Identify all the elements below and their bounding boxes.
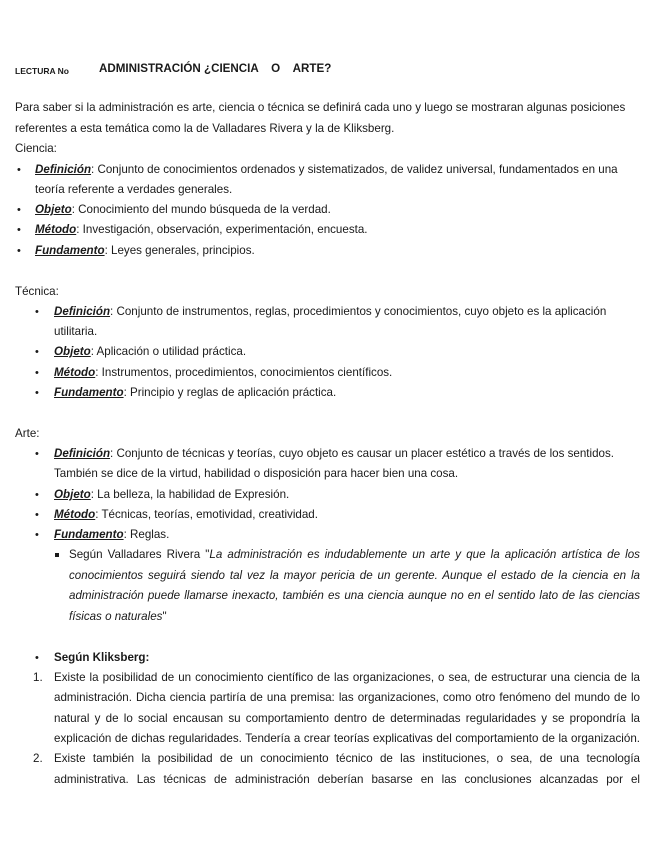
tecnica-objeto-text: : Aplicación o utilidad práctica.	[90, 345, 247, 358]
intro-line-2: referentes a esta temática como la de Valladares Rivera y la de Kliksberg.	[15, 122, 395, 135]
bullet-icon: •	[35, 448, 39, 460]
ciencia-heading: Ciencia:	[15, 142, 57, 155]
valladares-lead: Según Valladares Rivera "	[69, 548, 210, 561]
term-objeto: Objeto	[54, 488, 91, 501]
kliksberg-heading: Según Kliksberg:	[54, 651, 150, 664]
term-objeto: Objeto	[35, 203, 72, 216]
valladares-line-4	[69, 610, 167, 624]
term-definicion: Definición	[54, 447, 111, 460]
kliksberg-item1-line4: explicación de dichas regularidades. Tendería a crear teorías explicativas del comportamiento de la organización.	[54, 732, 640, 745]
arte-fundamento	[54, 528, 169, 542]
term-metodo: Método	[54, 508, 96, 521]
arte-metodo-text: : Técnicas, teorías, emotividad, creatividad.	[95, 508, 318, 521]
term-metodo: Método	[35, 223, 77, 236]
document-title: ADMINISTRACIÓN ¿CIENCIA O ARTE?	[99, 62, 332, 75]
bullet-icon: •	[35, 346, 39, 358]
kliksberg-item1-number: 1.	[33, 671, 43, 684]
bullet-icon: •	[35, 509, 39, 521]
arte-fundamento-text: : Reglas.	[123, 528, 170, 541]
lectura-label: LECTURA No	[15, 66, 69, 76]
ciencia-metodo	[35, 223, 368, 237]
valladares-quote-1: La administración es indudablemente un arte y que la aplicación artística de los	[209, 548, 640, 561]
tecnica-objeto	[54, 345, 246, 359]
arte-heading: Arte:	[15, 427, 40, 440]
arte-definicion	[54, 447, 614, 461]
ciencia-fundamento-text: : Leyes generales, principios.	[104, 244, 255, 257]
bullet-icon: •	[35, 489, 39, 501]
term-definicion: Definición	[54, 305, 111, 318]
arte-metodo	[54, 508, 318, 522]
bullet-icon: •	[35, 367, 39, 379]
ciencia-objeto	[35, 203, 331, 217]
ciencia-metodo-text: : Investigación, observación, experimentación, encuesta.	[76, 223, 368, 236]
bullet-icon: •	[17, 204, 21, 216]
term-fundamento: Fundamento	[35, 244, 105, 257]
term-metodo: Método	[54, 366, 96, 379]
kliksberg-item2-number: 2.	[33, 752, 43, 765]
ciencia-definicion	[35, 163, 618, 177]
tecnica-definicion-text: : Conjunto de instrumentos, reglas, procedimientos y conocimientos, cuyo objeto es la aplicación	[110, 305, 607, 318]
kliksberg-item2-line2: administrativa. Las técnicas de administración deberían basarse en las conclusiones alcanzadas por el	[54, 773, 640, 786]
square-bullet-icon	[55, 553, 59, 557]
intro-line-1: Para saber si la administración es arte, ciencia o técnica se definirá cada uno y luego se mostraran algunas posiciones	[15, 101, 626, 114]
bullet-icon: •	[17, 224, 21, 236]
term-definicion: Definición	[35, 163, 92, 176]
valladares-close-quote: "	[162, 610, 167, 623]
ciencia-fundamento	[35, 244, 255, 258]
tecnica-definicion	[54, 305, 606, 319]
tecnica-definicion-cont: utilitaria.	[54, 325, 98, 338]
ciencia-objeto-text: : Conocimiento del mundo búsqueda de la verdad.	[71, 203, 331, 216]
valladares-line-3: administración puede llamarse inexacto, también es una ciencia aunque no en el sentido lato de las ciencias	[69, 589, 640, 602]
bullet-icon: •	[35, 529, 39, 541]
ciencia-definicion-text: : Conjunto de conocimientos ordenados y sistematizados, de validez universal, fundamentados en una	[91, 163, 618, 176]
tecnica-metodo	[54, 366, 392, 380]
tecnica-fundamento	[54, 386, 336, 400]
bullet-icon: •	[35, 306, 39, 318]
term-fundamento: Fundamento	[54, 386, 124, 399]
bullet-icon: •	[35, 652, 39, 664]
tecnica-metodo-text: : Instrumentos, procedimientos, conocimientos científicos.	[95, 366, 393, 379]
arte-objeto-text: : La belleza, la habilidad de Expresión.	[90, 488, 290, 501]
term-objeto: Objeto	[54, 345, 91, 358]
arte-definicion-text: : Conjunto de técnicas y teorías, cuyo objeto es causar un placer estético a través de los sentidos.	[110, 447, 615, 460]
valladares-line-2: conocimientos seguirá siendo tal vez la mayor pericia de un gerente. Aunque el estado de la ciencia en la	[69, 569, 640, 582]
kliksberg-item1-line3: natural y de lo social encausan su comportamiento dentro de determinadas regularidades y se propondría la	[54, 712, 640, 725]
valladares-line-1	[69, 548, 640, 562]
term-fundamento: Fundamento	[54, 528, 124, 541]
tecnica-fundamento-text: : Principio y reglas de aplicación práctica.	[123, 386, 337, 399]
kliksberg-item2-line1: Existe también la posibilidad de un conocimiento técnico de las instituciones, o sea, de una tecnología	[54, 752, 640, 765]
bullet-icon: •	[35, 387, 39, 399]
arte-definicion-cont: También se dice de la virtud, habilidad o disposición para hacer bien una cosa.	[54, 467, 459, 480]
valladares-quote-4: físicas o naturales	[69, 610, 163, 623]
kliksberg-item1-line1: Existe la posibilidad de un conocimiento científico de las organizaciones, o sea, de estructurar una ciencia de la	[54, 671, 640, 684]
tecnica-heading: Técnica:	[15, 285, 59, 298]
arte-objeto	[54, 488, 289, 502]
bullet-icon: •	[17, 245, 21, 257]
bullet-icon: •	[17, 164, 21, 176]
kliksberg-item1-line2: administración. Dicha ciencia partiría de una premisa: las organizaciones, como otro fenómeno del mundo de lo	[54, 691, 640, 704]
ciencia-definicion-cont: teoría referente a verdades generales.	[35, 183, 233, 196]
